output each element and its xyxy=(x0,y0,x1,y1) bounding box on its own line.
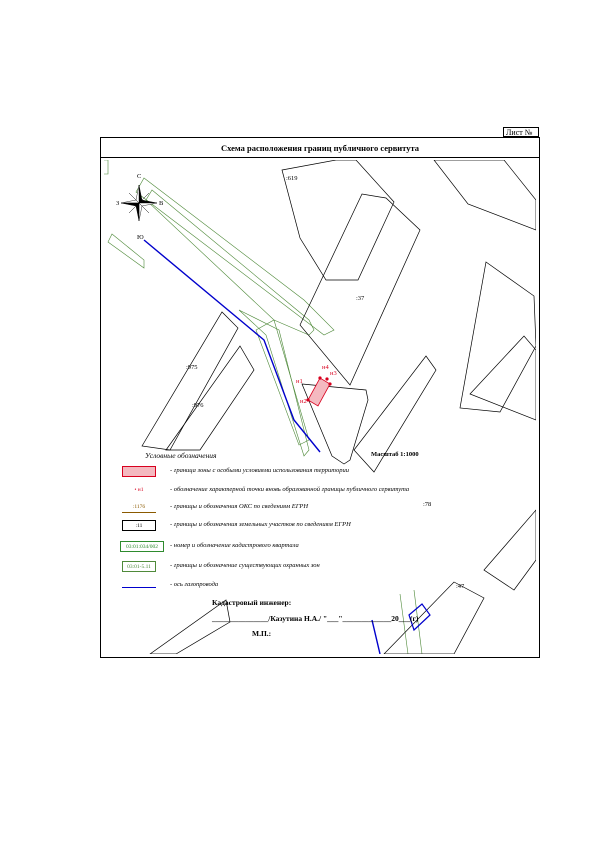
building-bottom-left xyxy=(150,600,230,654)
zone-swatch xyxy=(122,466,156,477)
legend-row-quarter xyxy=(122,541,452,553)
legend-text: - граница зоны с особыми условиями использования территории xyxy=(170,467,349,474)
parcel-label: :975 xyxy=(186,364,198,371)
point-n2 xyxy=(306,398,309,401)
map-canvas xyxy=(104,160,536,654)
legend-row-point xyxy=(122,485,452,497)
point-symbol: • н1 xyxy=(134,487,144,493)
map-area xyxy=(104,160,536,654)
okz-symbol: 03:01-5.11 xyxy=(122,561,156,572)
sheet-number-box xyxy=(503,127,539,137)
gas-symbol xyxy=(122,582,156,588)
compass-north: С xyxy=(137,173,142,180)
compass-west: З xyxy=(116,200,120,207)
parcel-label: :78 xyxy=(423,501,432,508)
building-37 xyxy=(300,194,420,385)
stamp-label: М.П.: xyxy=(252,629,272,638)
parcel-label: :619 xyxy=(286,175,298,182)
sheet-number-label: Лист № xyxy=(506,128,533,137)
building-right xyxy=(470,336,536,420)
building-top-right xyxy=(434,160,536,230)
legend-row-oks xyxy=(122,502,452,514)
parcel-symbol: :11 xyxy=(122,520,156,531)
map-scale: Масштаб 1:1000 xyxy=(371,451,419,458)
legend-title: Условные обозначения xyxy=(145,451,217,460)
legend-row-zone xyxy=(122,466,452,478)
legend-text: - границы и обозначение существующих охранных зон xyxy=(170,562,320,569)
legend-row-okz xyxy=(122,561,452,573)
engineer-heading: Кадастровый инженер: xyxy=(212,598,292,607)
compass-south: Ю xyxy=(137,234,144,241)
building-47 xyxy=(484,510,536,590)
legend-text: - границы и обозначения ОКС по сведениям ЕГРН xyxy=(170,503,309,510)
oks-symbol: :1176 xyxy=(122,502,156,513)
building-619 xyxy=(282,160,394,280)
point-label-n3: н3 xyxy=(330,370,337,377)
parcel-label: :47 xyxy=(456,583,465,590)
zone-outline xyxy=(104,160,108,174)
point-label-n2: н2 xyxy=(300,398,307,405)
okz-strip-6 xyxy=(400,594,408,654)
gas-pipeline-axis-2 xyxy=(372,620,380,654)
parcel-976 xyxy=(166,346,254,450)
legend-row-gas xyxy=(122,582,452,594)
point-label-n4: н4 xyxy=(322,364,329,371)
parcel-975 xyxy=(142,312,238,450)
quarter-symbol: 03:01:034/002 xyxy=(120,541,164,552)
legend-text: - номер и обозначение кадастрового квартала xyxy=(170,542,299,549)
parcel-label: :976 xyxy=(192,402,204,409)
legend-text: - ось газопровода xyxy=(170,581,219,588)
legend-row-parcel xyxy=(122,520,452,532)
legend-text: - обозначение характерной точки вновь образованной границы публичного сервитута xyxy=(170,486,410,493)
point-n4 xyxy=(328,382,331,385)
point-n3 xyxy=(325,377,328,380)
point-label-n1: н1 xyxy=(296,378,303,385)
page-title: Схема расположения границ публичного сервитута xyxy=(100,137,540,158)
gas-pipeline-axis xyxy=(144,240,320,452)
parcel-label: :37 xyxy=(356,295,365,302)
compass-east: В xyxy=(159,200,164,207)
servitude-zone xyxy=(308,378,330,406)
point-n1 xyxy=(318,376,321,379)
legend-text: - границы и обозначения земельных участков по сведениям ЕГРН xyxy=(170,521,351,528)
engineer-signature-line: _______________/Казутина Н.А./ "___"_____________20___(г) xyxy=(212,614,419,623)
